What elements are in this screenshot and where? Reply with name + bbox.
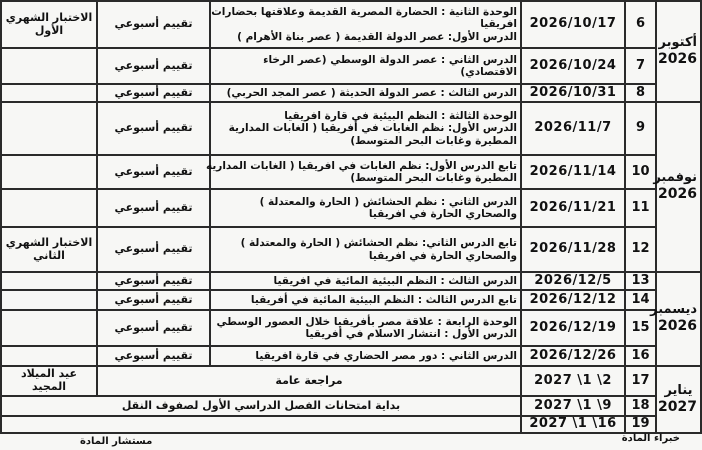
empty-note-cell <box>1 48 97 84</box>
week-number: 10 <box>625 155 656 189</box>
weekly-assessment: تقييم أسبوعي <box>97 84 210 102</box>
month-name: يناير <box>664 382 693 398</box>
month-year: 2026 <box>658 318 697 335</box>
lesson-line: الدرس الأول: عصر الدولة القديمة ( عصر بناة الأهرام ) <box>237 30 517 43</box>
table-row <box>1 290 701 310</box>
weekly-assessment: تقييم أسبوعي <box>97 272 210 290</box>
week-date: 2026/11/14 <box>521 155 625 189</box>
empty-note-cell <box>1 102 97 155</box>
week-date: 2026/10/24 <box>521 48 625 84</box>
lesson-line: تابع الدرس الثاني: نظم الحشائش ( الحارة والمعتدلة ) <box>240 237 517 250</box>
lesson-line: الدرس الثاني : نظم الحشائش ( الحارة والمعتدلة ) <box>259 195 517 208</box>
table-row <box>1 366 701 396</box>
month-cell-october <box>656 1 701 102</box>
month-year: 2026 <box>658 50 697 67</box>
empty-note-cell <box>1 310 97 346</box>
exam-note: الاختبار الشهري الأول <box>1 1 97 48</box>
lesson-line: المطيرة وغابات البحر المتوسط) <box>350 134 517 147</box>
weekly-assessment: تقييم أسبوعي <box>97 102 210 155</box>
weekly-assessment: تقييم أسبوعي <box>97 189 210 227</box>
lesson-line: الدرس الثاني : دور مصر الحضاري في قارة افريقيا <box>255 349 517 362</box>
weekly-assessment: تقييم أسبوعي <box>97 48 210 84</box>
week-date: 2026/10/17 <box>521 1 625 48</box>
exam-note: الاختبار الشهري الثاني <box>1 227 97 272</box>
table-row <box>1 1 701 48</box>
week-number: 11 <box>625 189 656 227</box>
week-number: 16 <box>625 346 656 366</box>
weekly-assessment: تقييم أسبوعي <box>97 155 210 189</box>
week-number: 9 <box>625 102 656 155</box>
table-row <box>1 310 701 346</box>
lesson-cell <box>210 272 521 290</box>
week-number: 6 <box>625 1 656 48</box>
table-row <box>1 155 701 189</box>
lesson-line: الدرس الثالث : النظم البيئية المائية في افريقيا <box>273 274 517 287</box>
exams-start-cell: بداية امتحانات الفصل الدراسي الأول لصفوف النقل <box>1 396 521 416</box>
weekly-assessment: تقييم أسبوعي <box>97 310 210 346</box>
month-cell-january <box>656 366 701 433</box>
week-number: 12 <box>625 227 656 272</box>
month-year: 2027 <box>658 398 697 415</box>
week-number: 18 <box>625 396 656 416</box>
weekly-assessment: تقييم أسبوعي <box>97 1 210 48</box>
lesson-line: الاقتصادي) <box>460 66 517 78</box>
table-row <box>1 416 701 433</box>
lesson-line: والصحاري الحارة في افريقيا <box>368 249 517 262</box>
lesson-line: تابع الدرس الثالث : النظم البيئية المائية في أفريقيا <box>250 293 517 306</box>
lesson-line: الدرس الأول : انتشار الاسلام في أفريقيا <box>305 328 517 340</box>
empty-note-cell <box>1 346 97 366</box>
week-date: 2026/12/5 <box>521 272 625 290</box>
empty-note-cell <box>1 272 97 290</box>
lesson-cell <box>205 155 521 189</box>
week-date: 2026/12/26 <box>521 346 625 366</box>
week-date: 2027 \1 \16 <box>521 416 625 433</box>
month-cell-december <box>650 272 701 366</box>
week-number: 7 <box>625 48 656 84</box>
lesson-line: الدرس الثالث : عصر الدولة الحديثة ( عصر المجد الحربي) <box>226 86 517 99</box>
table-row <box>1 84 701 102</box>
lesson-cell <box>210 1 521 48</box>
month-cell-november <box>653 102 701 272</box>
footer-right-label: خبراء المادة <box>621 433 680 444</box>
lesson-cell <box>210 48 521 84</box>
lesson-line: الوحدة الثانية : الحضارة المصرية القديمة وعلاقتها بحضارات <box>211 6 517 19</box>
week-number: 8 <box>625 84 656 102</box>
lesson-cell <box>210 346 521 366</box>
lesson-line: تابع الدرس الأول: نظم الغابات في افريقيا ( الغابات المداريه <box>205 159 517 172</box>
week-number: 14 <box>625 290 656 310</box>
week-date: 2027 \1 \9 <box>521 396 625 416</box>
lesson-line: الوحدة الثالثة : النظم البيئية في قارة افريقيا <box>284 110 517 123</box>
footer-left-label: مستشار المادة <box>80 436 153 447</box>
week-date: 2026/11/21 <box>521 189 625 227</box>
lesson-line: الوحدة الرابعة : علاقة مصر بأفريقيا خلال العصور الوسطي <box>216 315 517 328</box>
signature-footer <box>0 432 700 450</box>
lesson-cell <box>210 227 521 272</box>
week-date: 2026/11/7 <box>521 102 625 155</box>
month-name: أكتوبر <box>658 34 697 50</box>
weekly-assessment: تقييم أسبوعي <box>97 227 210 272</box>
lesson-line: افريقيا <box>480 18 517 31</box>
week-date: 2026/12/12 <box>521 290 625 310</box>
table-row <box>1 272 701 290</box>
weekly-assessment: تقييم أسبوعي <box>97 346 210 366</box>
table-row <box>1 48 701 84</box>
lesson-line: المطيرة وغابات البحر المتوسط) <box>350 172 517 184</box>
week-date: 2026/10/31 <box>521 84 625 102</box>
month-year: 2026 <box>658 186 697 203</box>
empty-note-cell <box>1 84 97 102</box>
table-row <box>1 102 701 155</box>
empty-row-cell <box>1 416 521 433</box>
week-number: 17 <box>625 366 656 396</box>
week-number: 13 <box>625 272 656 290</box>
week-number: 19 <box>625 416 656 433</box>
review-cell: مراجعة عامة <box>97 366 521 396</box>
lesson-cell <box>210 102 521 155</box>
week-number: 15 <box>625 310 656 346</box>
week-date: 2027 \1 \2 <box>521 366 625 396</box>
lesson-cell <box>210 84 521 102</box>
holiday-note: عيد الميلاد المجيد <box>1 366 97 396</box>
table-row <box>1 396 701 416</box>
lesson-cell <box>210 310 521 346</box>
empty-note-cell <box>1 155 97 189</box>
lesson-cell <box>210 290 521 310</box>
weekly-assessment: تقييم أسبوعي <box>97 290 210 310</box>
lesson-line: الدرس الثاني : عصر الدولة الوسطي (عصر الرخاء <box>263 53 517 66</box>
week-date: 2026/12/19 <box>521 310 625 346</box>
empty-note-cell <box>1 189 97 227</box>
month-name: نوفمبر <box>653 170 697 186</box>
empty-note-cell <box>1 290 97 310</box>
month-name: ديسمبر <box>650 302 697 318</box>
table-row <box>1 346 701 366</box>
lesson-line: والصحاري الحارة في افريقيا <box>368 208 517 220</box>
lesson-line: الدرس الأول: نظم الغابات في أفريقيا ( الغابات المدارية <box>228 122 517 135</box>
table-row <box>1 227 701 272</box>
week-date: 2026/11/28 <box>521 227 625 272</box>
table-row <box>1 189 701 227</box>
lesson-cell <box>210 189 521 227</box>
